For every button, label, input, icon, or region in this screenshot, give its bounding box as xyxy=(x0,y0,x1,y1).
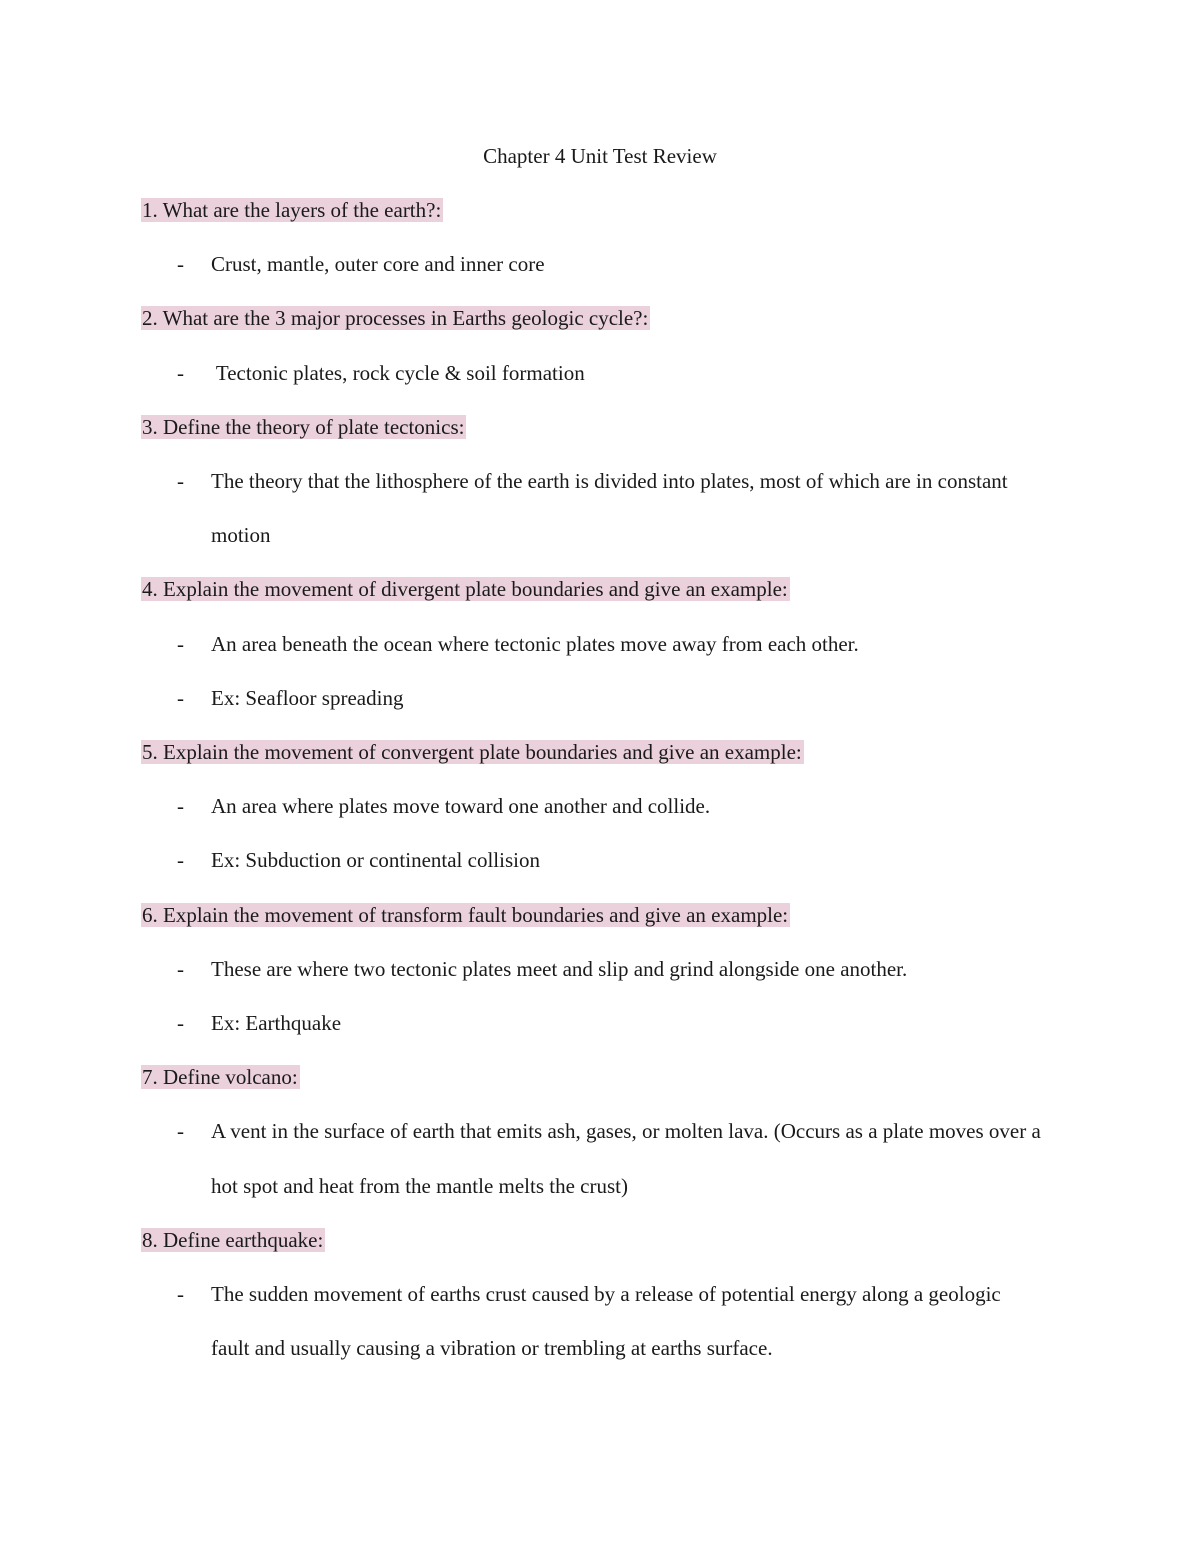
page-title: Chapter 4 Unit Test Review xyxy=(483,144,717,168)
question-text: 8. Define earthquake: xyxy=(142,1227,324,1252)
bullet-dash: - xyxy=(177,631,184,656)
answer-text: Ex: Subduction or continental collision xyxy=(211,848,540,873)
bullet-dash: - xyxy=(177,685,184,710)
answer-text: The theory that the lithosphere of the earth is divided into plates, most of which are in constant motion xyxy=(211,468,1008,548)
answer-text: Ex: Seafloor spreading xyxy=(211,685,404,710)
bullet-dash: - xyxy=(177,252,184,277)
question-text: 7. Define volcano: xyxy=(142,1065,298,1090)
answer-item xyxy=(141,996,1041,1050)
answer-item xyxy=(141,617,1041,671)
answer-item xyxy=(141,1104,1041,1212)
bullet-dash: - xyxy=(177,1119,184,1144)
answer-item xyxy=(141,833,1041,887)
bullet-dash: - xyxy=(177,848,184,873)
question-text: 1. What are the layers of the earth?: xyxy=(142,198,442,222)
question-text: 5. Explain the movement of convergent plate boundaries and give an example: xyxy=(142,739,802,764)
bullet-dash: - xyxy=(177,360,184,385)
answer-text: Crust, mantle, outer core and inner core xyxy=(211,252,545,277)
answer-item xyxy=(141,237,1041,291)
answer-text: Ex: Earthquake xyxy=(211,1010,342,1035)
answer-item xyxy=(141,1267,1041,1375)
answer-text: Tectonic plates, rock cycle & soil formation xyxy=(211,360,585,385)
question-text: 4. Explain the movement of divergent plate boundaries and give an example: xyxy=(142,577,788,602)
answer-item xyxy=(141,346,1041,400)
answer-text: An area beneath the ocean where tectonic plates move away from each other. xyxy=(211,631,859,656)
bullet-dash: - xyxy=(177,956,184,981)
answer-item xyxy=(141,942,1041,996)
question-text: 3. Define the theory of plate tectonics: xyxy=(142,414,465,439)
answer-text: The sudden movement of earths crust caused by a release of potential energy along a geologic fault and usually causing a vibration or trembling at earths surface. xyxy=(211,1281,1001,1361)
answer-item xyxy=(141,671,1041,725)
question-text: 6. Explain the movement of transform fault boundaries and give an example: xyxy=(142,902,789,927)
answer-item xyxy=(141,779,1041,833)
review-content xyxy=(141,195,1041,1387)
bullet-dash: - xyxy=(177,1010,184,1035)
answer-text: An area where plates move toward one another and collide. xyxy=(211,794,711,819)
answer-text: These are where two tectonic plates meet and slip and grind alongside one another. xyxy=(211,956,908,981)
bullet-dash: - xyxy=(177,1281,184,1306)
answer-text: A vent in the surface of earth that emits ash, gases, or molten lava. (Occurs as a plate moves over a hot spot and heat from the mantle melts the crust) xyxy=(211,1119,1041,1198)
bullet-dash: - xyxy=(177,794,184,819)
question-text: 2. What are the 3 major processes in Earths geologic cycle?: xyxy=(142,306,649,331)
bullet-dash: - xyxy=(177,468,184,493)
answer-item xyxy=(141,454,1041,562)
